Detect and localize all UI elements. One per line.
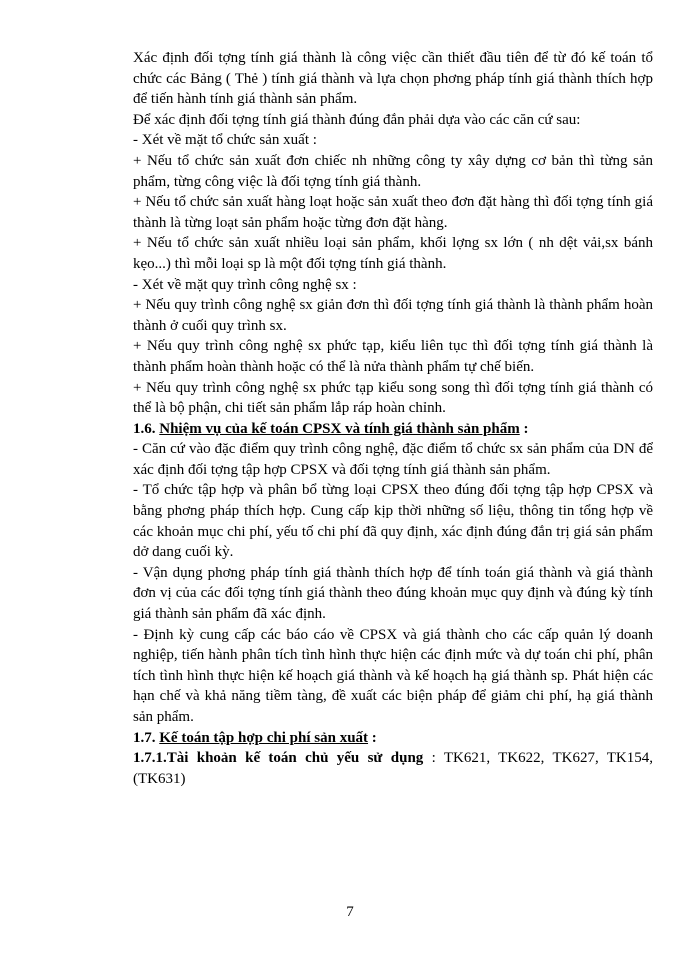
paragraph-org-mass: + Nếu tổ chức sản xuất nhiều loại sản phẩm, khối lợng sx lớn ( nh dệt vải,sx bánh kẹo...) thì mỗi loại sp là một đối tợng tính giá thành.	[133, 235, 653, 272]
section-number: 1.6.	[133, 420, 160, 437]
paragraph-org-single: + Nếu tổ chức sản xuất đơn chiếc nh những công ty xây dựng cơ bản thì từng sản phẩm, từng công việc là đối tợng tính giá thành.	[133, 152, 653, 190]
paragraph-criteria: Để xác định đối tợng tính giá thành đúng đắn phải dựa vào các căn cứ sau:	[133, 111, 581, 128]
task-paragraph: - Định kỳ cung cấp các báo cáo về CPSX và giá thành cho các cấp quản lý doanh nghiệp, tiến hành phân tích tình hình thực hiện các định mức và dự toán chi phí, phân tích tình hình thực hiện kế hoạch giá thành và kế hoạch hạ giá thành sp. Phát hiện các hạn chế và khả năng tiềm tàng, đề xuất các biện pháp để giảm chi phí, hạ giá thành sản phẩm.	[133, 626, 653, 725]
subsection-accounts: : TK621, TK622, TK627, TK154, (TK631)	[133, 750, 653, 787]
paragraph-intro: Xác định đối tợng tính giá thành là công việc cần thiết đầu tiên để từ đó kế toán tổ chức các Bảng ( Thẻ ) tính giá thành và lựa chọn phơng pháp tính giá thành thích hợp để tiến hành tính giá thành sản phẩm.	[133, 50, 653, 108]
section-heading-1-7-1	[133, 748, 653, 789]
section-title: Nhiệm vụ của kế toán CPSX và tính giá thành sản phẩm	[159, 420, 520, 437]
document-page	[133, 48, 653, 789]
section-title: Kế toán tập hợp chi phí sản xuất	[159, 729, 369, 746]
paragraph-process-simple: + Nếu quy trình công nghệ sx giản đơn thì đối tợng tính giá thành là thành phẩm hoàn thành ở cuối quy trình sx.	[133, 297, 653, 334]
paragraph-process-continuous: + Nếu quy trình công nghệ sx phức tạp, kiểu liên tục thì đối tợng tính giá thành là thành phẩm hoàn thành hoặc có thể là nửa thành phẩm tự chế biến.	[133, 338, 653, 375]
paragraph-process-heading: - Xét về mặt quy trình công nghệ sx :	[133, 276, 357, 293]
task-paragraph: - Căn cứ vào đặc điểm quy trình công nghệ, đặc điểm tổ chức sx sản phẩm của DN để xác định đối tợng tập hợp CPSX và đối tợng tính giá thành sản phẩm.	[133, 441, 653, 478]
page-number: 7	[346, 904, 354, 920]
section-heading-1-7	[133, 728, 653, 749]
section-suffix: :	[519, 420, 529, 437]
section-heading-1-6	[133, 419, 653, 440]
task-paragraph: - Vận dụng phơng pháp tính giá thành thích hợp để tính toán giá thành và giá thành đơn vị của các đối tợng tính giá thành theo đúng khoản mục quy định và đúng kỳ tính giá thành sản phẩm đã xác định.	[133, 564, 653, 623]
paragraph-process-parallel: + Nếu quy trình công nghệ sx phức tạp kiểu song song thì đối tợng tính giá thành có thể là bộ phận, chi tiết sản phẩm lắp ráp hoàn chỉnh.	[133, 379, 653, 417]
section-number: 1.7.	[133, 729, 160, 746]
section-suffix: :	[368, 729, 377, 746]
task-paragraph: - Tổ chức tập hợp và phân bổ từng loại CPSX theo đúng đối tợng tập hợp CPSX và bằng phơng pháp thích hợp. Cung cấp kịp thời những số liệu, thông tin tổng hợp về các khoản mục chi phí, yếu tố chi phí đã quy định, xác định đúng đắn trị giá sản phẩm dở dang cuối kỳ.	[133, 482, 653, 561]
paragraph-org-heading: - Xét về mặt tổ chức sản xuất :	[133, 132, 317, 149]
paragraph-org-batch: + Nếu tổ chức sản xuất hàng loạt hoặc sản xuất theo đơn đặt hàng thì đối tợng tính giá thành là từng loạt sản phẩm hoặc từng đơn đặt hàng.	[133, 194, 653, 231]
subsection-title: 1.7.1.Tài khoản kế toán chủ yếu sử dụng	[133, 750, 424, 767]
